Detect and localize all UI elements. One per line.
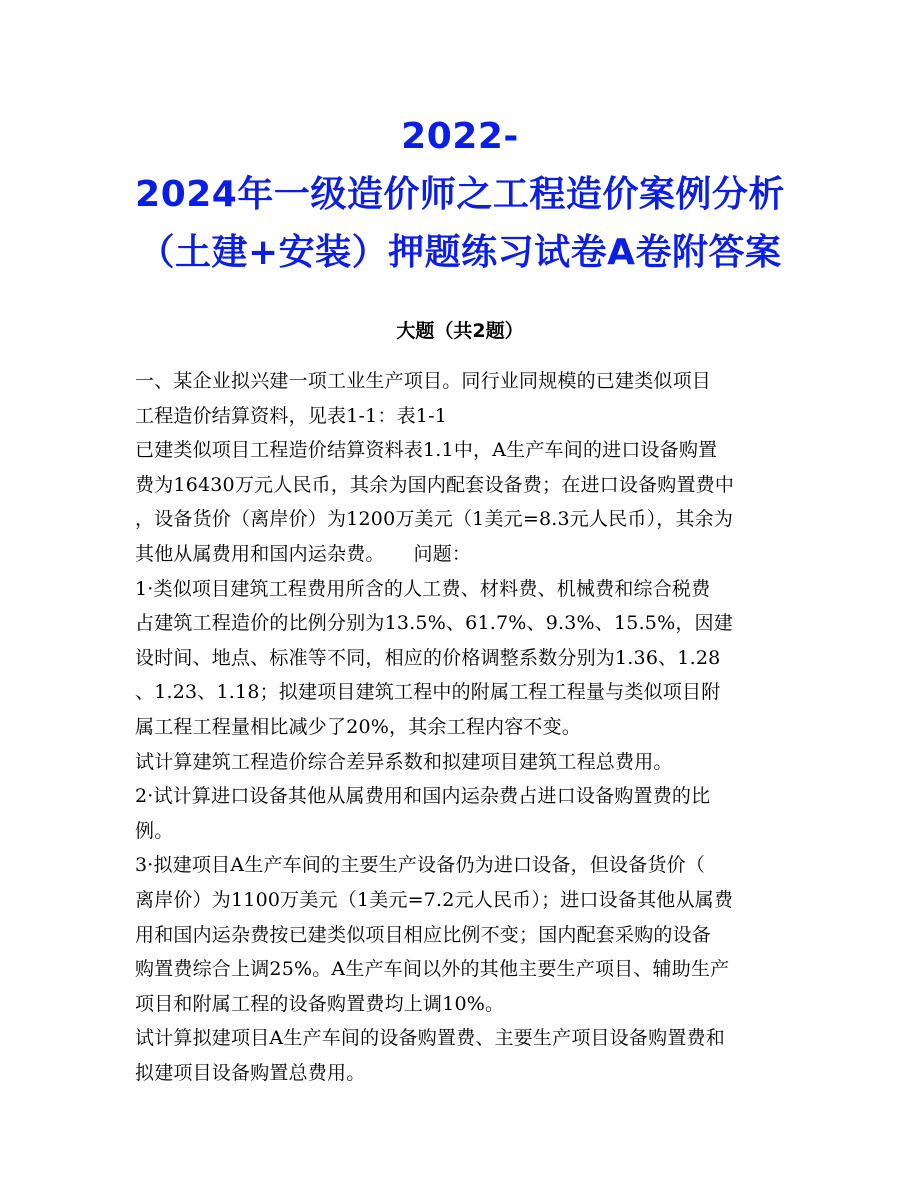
- body-line: 离岸价）为1100万美元（1美元=7.2元人民币）；进口设备其他从属费: [135, 888, 734, 911]
- body-line: 占建筑工程造价的比例分别为13.5%、61.7%、9.3%、15.5%，因建: [135, 612, 733, 635]
- body-line: 费为16430万元人民币，其余为国内配套设备费；在进口设备购置费中: [135, 473, 735, 496]
- body-line: 其他从属费用和国内运杂费。 问题：: [135, 542, 472, 565]
- body-line: 用和国内运杂费按已建类似项目相应比例不变；国内配套采购的设备: [135, 923, 712, 946]
- title-line: （土建+安装）押题练习试卷A卷附答案: [138, 232, 782, 273]
- title-line: 2022-: [401, 116, 519, 157]
- section-heading: 大题（共2题）: [396, 320, 524, 342]
- body-line: 属工程工程量相比减少了20%，其余工程内容不变。: [135, 715, 582, 738]
- body-line: 已建类似项目工程造价结算资料表1.1中，A生产车间的进口设备购置: [135, 439, 718, 462]
- document-title: [0, 108, 920, 282]
- body-line: 一、某企业拟兴建一项工业生产项目。同行业同规模的已建类似项目: [135, 370, 712, 392]
- body-line: 拟建项目设备购置总费用。: [135, 1061, 366, 1084]
- body-line: 1·类似项目建筑工程费用所含的人工费、材料费、机械费和综合税费: [135, 577, 711, 600]
- body-line: 项目和附属工程的设备购置费均上调10%。: [135, 992, 505, 1015]
- body-line: 设时间、地点、标准等不同，相应的价格调整系数分别为1.36、1.28: [135, 646, 721, 669]
- body-line: 试计算拟建项目A生产车间的设备购置费、主要生产项目设备购置费和: [135, 1027, 725, 1050]
- body-line: 例。: [135, 819, 174, 842]
- title-line: 2024年一级造价师之工程造价案例分析: [135, 174, 785, 215]
- body-line: 购置费综合上调25%。A生产车间以外的其他主要生产项目、辅助生产: [135, 958, 730, 981]
- question-body: [135, 364, 785, 1090]
- body-line: 3·拟建项目A生产车间的主要生产设备仍为进口设备，但设备货价（: [135, 854, 706, 877]
- body-line: 2·试计算进口设备其他从属费用和国内运杂费占进口设备购置费的比: [135, 785, 711, 808]
- body-line: ，设备货价（离岸价）为1200万美元（1美元=8.3元人民币），其余为: [135, 508, 734, 531]
- body-line: 、1.23、1.18；拟建项目建筑工程中的附属工程工程量与类似项目附: [135, 681, 721, 704]
- body-line: 试计算建筑工程造价综合差异系数和拟建项目建筑工程总费用。: [135, 750, 673, 773]
- body-line: 工程造价结算资料，见表1-1：表1-1: [135, 404, 447, 427]
